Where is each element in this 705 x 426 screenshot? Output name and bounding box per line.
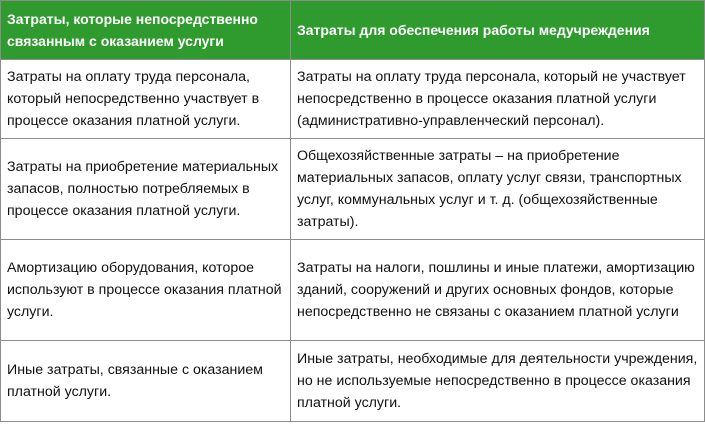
- direct-cost-cell: Амортизацию оборудования, которое используют в процессе оказания платной услуги.: [1, 240, 291, 341]
- header-row: [1, 1, 705, 60]
- direct-cost-cell: Затраты на оплату труда персонала, который непосредственно участвует в процессе оказания платной услуги.: [1, 60, 291, 139]
- header-overhead-costs: Затраты для обеспечения работы медучреждения: [291, 1, 705, 60]
- direct-cost-cell: Затраты на приобретение материальных запасов, полностью потребляемых в процессе оказания платной услуги.: [1, 139, 291, 240]
- overhead-cost-cell: Иные затраты, необходимые для деятельности учреждения, но не используемые непосредственно в процессе оказания платной услуги.: [291, 341, 705, 422]
- table-body: [1, 60, 705, 422]
- overhead-cost-cell: Общехозяйственные затраты – на приобретение материальных запасов, оплату услуг связи, транспортных услуг, коммунальных услуг и т. д. (общехозяйственные затраты).: [291, 139, 705, 240]
- table-row: [1, 240, 705, 341]
- table-row: [1, 60, 705, 139]
- direct-cost-cell: Иные затраты, связанные с оказанием платной услуги.: [1, 341, 291, 422]
- overhead-cost-cell: Затраты на налоги, пошлины и иные платежи, амортизацию зданий, сооружений и других основных фондов, которые непосредственно не связаны с оказанием платной услуги: [291, 240, 705, 341]
- table-row: [1, 139, 705, 240]
- overhead-cost-cell: Затраты на оплату труда персонала, который не участвует непосредственно в процессе оказания платной услуги (административно-управленческий персонал).: [291, 60, 705, 139]
- header-direct-costs: Затраты, которые непосредственно связанным с оказанием услуги: [1, 1, 291, 60]
- table-row: [1, 341, 705, 422]
- table-header: [1, 1, 705, 60]
